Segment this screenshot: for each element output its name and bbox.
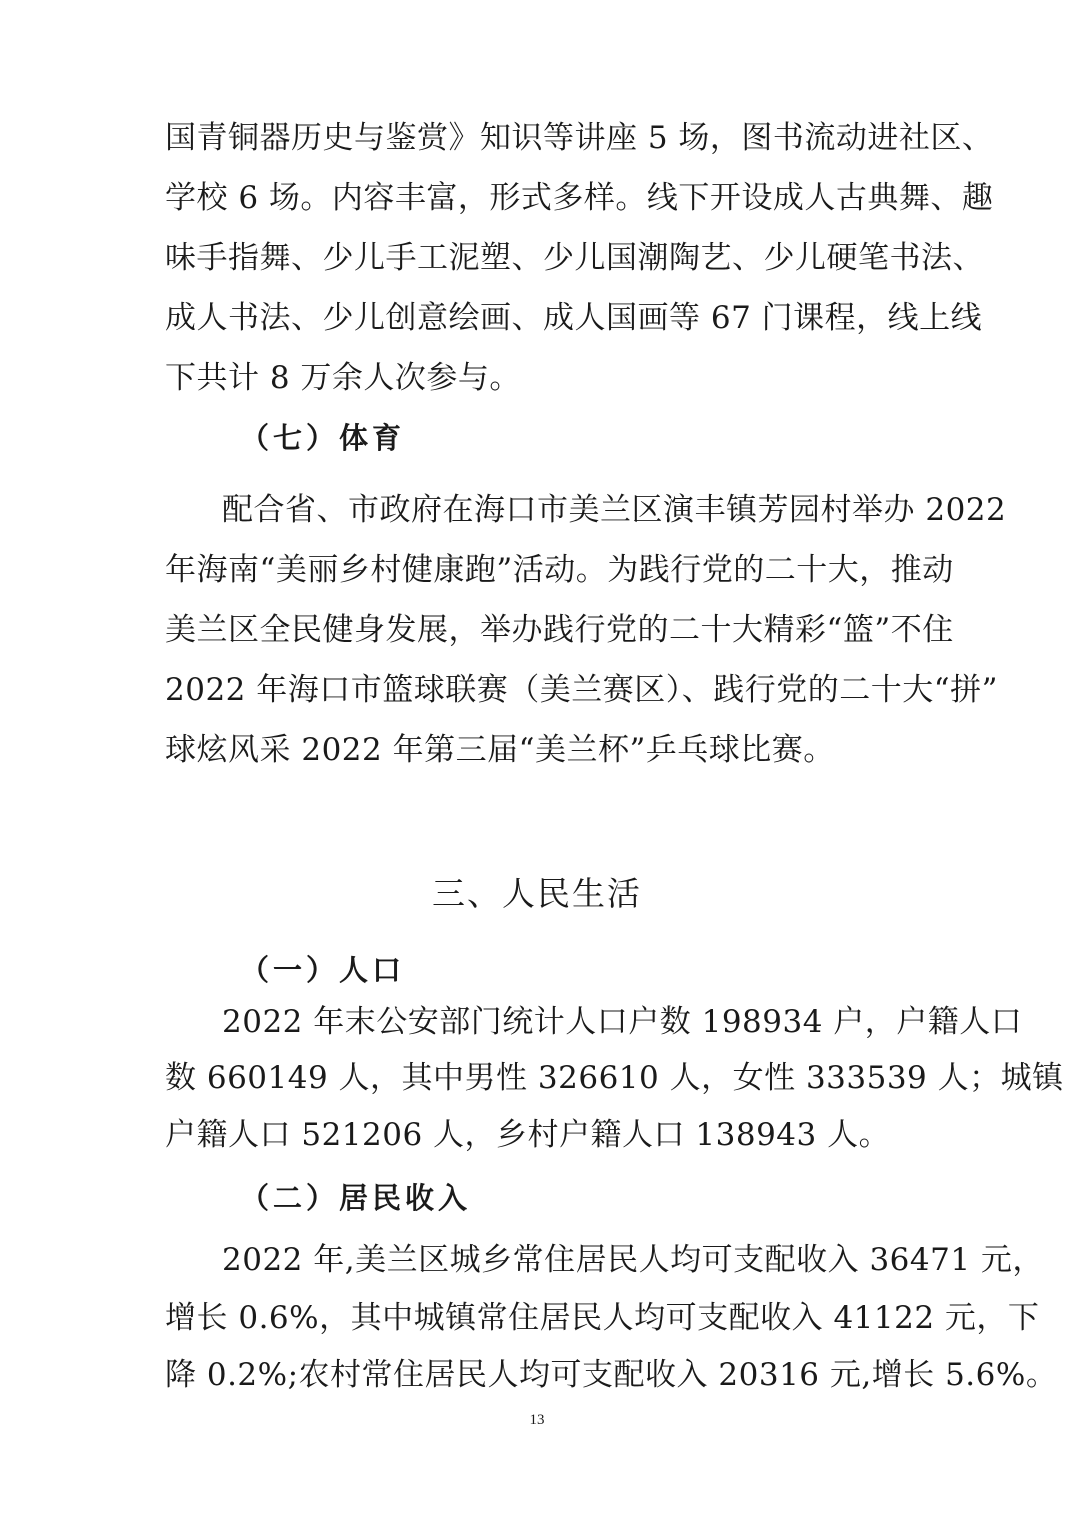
paragraph-line: 学校 6 场。内容丰富，形式多样。线下开设成人古典舞、趣 <box>165 180 994 216</box>
paragraph-line: 2022 年,美兰区城乡常住居民人均可支配收入 36471 元， <box>222 1242 1044 1278</box>
subheading-population: （一）人口 <box>240 953 406 987</box>
paragraph-line: 数 660149 人，其中男性 326610 人，女性 333539 人；城镇 <box>165 1060 1064 1096</box>
paragraph-line: 球炫风采 2022 年第三届“美兰杯”乒乓球比赛。 <box>165 732 835 768</box>
paragraph-line: 2022 年末公安部门统计人口户数 198934 户，户籍人口 <box>222 1004 1023 1040</box>
paragraph-line: 成人书法、少儿创意绘画、成人国画等 67 门课程，线上线 <box>165 300 983 336</box>
paragraph-line: 户籍人口 521206 人，乡村户籍人口 138943 人。 <box>165 1117 891 1153</box>
paragraph-line: 增长 0.6%，其中城镇常住居民人均可支配收入 41122 元，下 <box>165 1300 1040 1336</box>
subheading-sports: （七）体育 <box>240 421 406 455</box>
paragraph-line: 年海南“美丽乡村健康跑”活动。为践行党的二十大，推动 <box>165 552 954 588</box>
subheading-income: （二）居民收入 <box>240 1181 472 1215</box>
paragraph-line: 国青铜器历史与鉴赏》知识等讲座 5 场，图书流动进社区、 <box>165 120 994 156</box>
paragraph-line: 降 0.2%;农村常住居民人均可支配收入 20316 元,增长 5.6%。 <box>165 1357 1058 1393</box>
paragraph-line: 下共计 8 万余人次参与。 <box>165 360 521 396</box>
paragraph-line: 2022 年海口市篮球联赛（美兰赛区）、践行党的二十大“拼” <box>165 672 998 708</box>
page-number: 13 <box>529 1412 545 1428</box>
paragraph-line: 味手指舞、少儿手工泥塑、少儿国潮陶艺、少儿硬笔书法、 <box>165 240 984 276</box>
paragraph-line: 美兰区全民健身发展，举办践行党的二十大精彩“篮”不住 <box>165 612 954 648</box>
section-title: 三、人民生活 <box>432 874 642 913</box>
paragraph-line: 配合省、市政府在海口市美兰区演丰镇芳园村举办 2022 <box>222 492 1007 528</box>
